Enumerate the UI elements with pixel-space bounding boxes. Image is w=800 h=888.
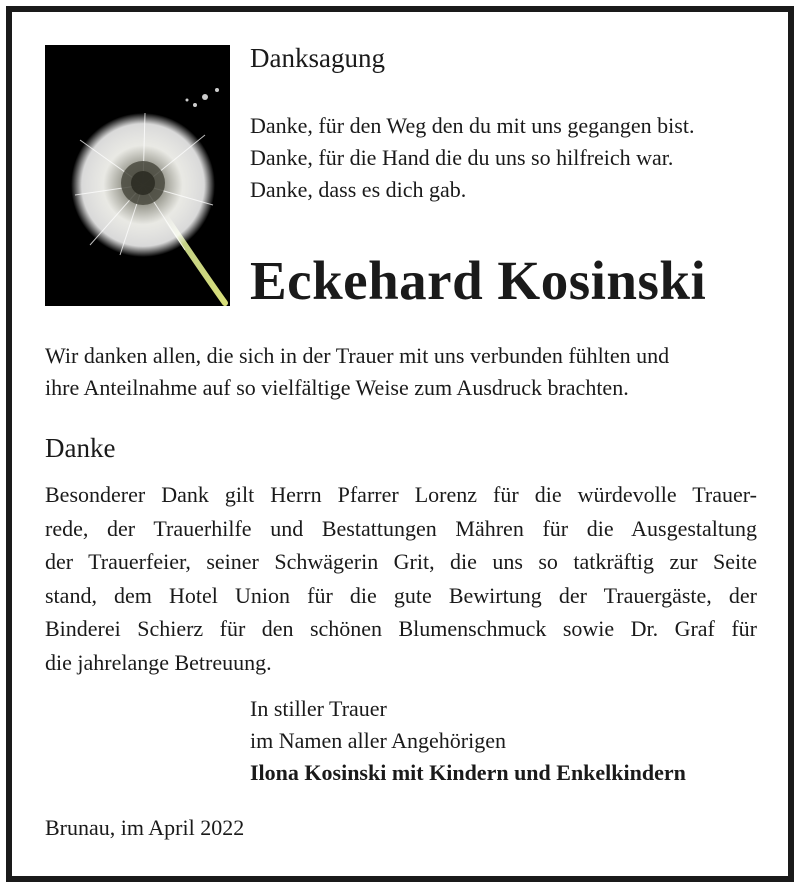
poem-line: Danke, für den Weg den du mit uns gegangen bist. [250,113,695,138]
body-line: der Trauerfeier, seiner Schwägerin Grit, die uns so tatkräftig zur Seite [45,549,757,574]
poem-line: Danke, dass es dich gab. [250,177,467,202]
signature-line: im Namen aller Angehörigen [250,728,506,753]
signature-line: In stiller Trauer [250,696,387,721]
body-line: Besonderer Dank gilt Herrn Pfarrer Lorenz für die würdevolle Trauer- [45,482,757,507]
body-line: Binderei Schierz für den schönen Blumenschmuck sowie Dr. Graf für [45,616,757,641]
intro-paragraph [45,340,757,404]
dandelion-seed-head-icon [45,45,230,306]
poem [250,110,694,206]
body-line: rede, der Trauerhilfe und Bestattungen Mähren für die Ausgestaltung [45,515,757,541]
poem-line: Danke, für die Hand die du uns so hilfreich war. [250,145,674,170]
body-line: die jahrelange Betreuung. [45,649,272,675]
intro-line: ihre Anteilnahme auf so vielfältige Weise zum Ausdruck brachten. [45,375,629,400]
dandelion-photo [45,45,230,306]
deceased-name: Eckehard Kosinski [250,250,707,311]
body-line: stand, dem Hotel Union für die gute Bewirtung der Trauergäste, der [45,582,757,608]
heading-danksagung: Danksagung [250,43,385,73]
danke-heading: Danke [45,433,116,463]
intro-line: Wir danken allen, die sich in der Trauer mit uns verbunden fühlten und [45,343,670,368]
place-date: Brunau, im April 2022 [45,815,245,840]
thanks-paragraph [45,478,757,679]
signature-block [250,693,686,789]
family-names: Ilona Kosinski mit Kindern und Enkelkindern [250,760,686,785]
